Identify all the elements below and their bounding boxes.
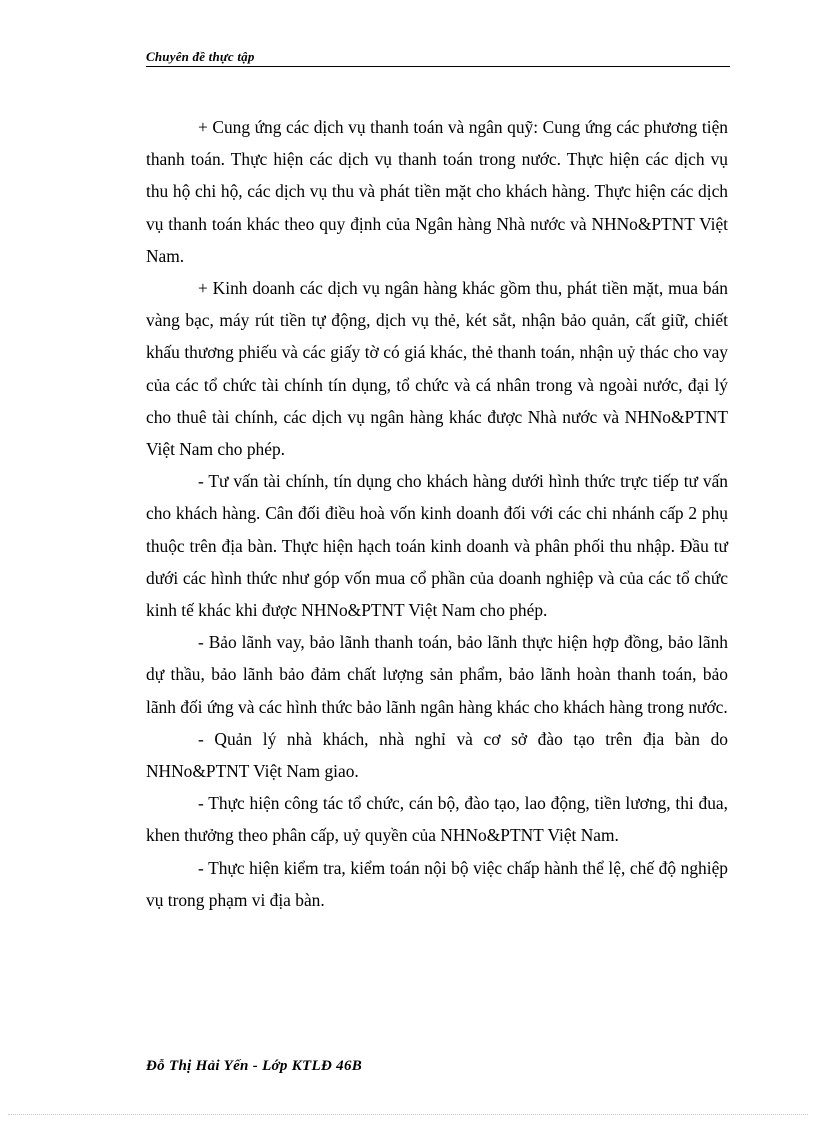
page-bottom-divider xyxy=(8,1114,808,1115)
paragraph-guarantees: - Bảo lãnh vay, bảo lãnh thanh toán, bảo lãnh thực hiện hợp đồng, bảo lãnh dự thầu, bảo lãnh bảo đảm chất lượng sản phẩm, bảo lãnh hoàn thanh toán, bảo lãnh đối ứng và các hình thức bảo lãnh ngân hàng khác cho khách hàng trong nước. xyxy=(146,632,728,717)
paragraph-financial-consulting: - Tư vấn tài chính, tín dụng cho khách hàng dưới hình thức trực tiếp tư vấn cho khách hàng. Cân đối điều hoà vốn kinh doanh đối với các chi nhánh cấp 2 phụ thuộc trên địa bàn. Thực hiện hạch toán kinh doanh và phân phối thu nhập. Đầu tư dưới các hình thức như góp vốn mua cổ phần của doanh nghiệp và của các tổ chức kinh tế khác khi được NHNo&PTNT Việt Nam cho phép. xyxy=(146,471,728,621)
paragraph-guesthouse-management: - Quản lý nhà khách, nhà nghỉ và cơ sở đào tạo trên địa bàn do NHNo&PTNT Việt Nam giao. xyxy=(146,728,728,782)
paragraph-other-banking-services: + Kinh doanh các dịch vụ ngân hàng khác gồm thu, phát tiền mặt, mua bán vàng bạc, máy rút tiền tự động, dịch vụ thẻ, két sắt, nhận bảo quản, cất giữ, chiết khấu thương phiếu và các giấy tờ có giá khác, thẻ thanh toán, nhận uỷ thác cho vay của các tổ chức tài chính tín dụng, tổ chức và cá nhân trong và ngoài nước, đại lý cho thuê tài chính, các dịch vụ ngân hàng khác được Nhà nước và NHNo&PTNT Việt Nam cho phép. xyxy=(146,278,728,460)
paragraph-personnel: - Thực hiện công tác tổ chức, cán bộ, đào tạo, lao động, tiền lương, thi đua, khen thưởng theo phân cấp, uỷ quyền của NHNo&PTNT Việt Nam. xyxy=(146,793,728,846)
header-title: Chuyên đề thực tập xyxy=(146,49,255,64)
page-footer-author: Đỗ Thị Hải Yến - Lớp KTLĐ 46B xyxy=(146,1058,363,1074)
document-body xyxy=(146,111,728,916)
paragraph-internal-audit: - Thực hiện kiểm tra, kiểm toán nội bộ việc chấp hành thể lệ, chế độ nghiệp vụ trong phạm vi địa bàn. xyxy=(146,857,728,910)
paragraph-payment-services: + Cung ứng các dịch vụ thanh toán và ngân quỹ: Cung ứng các phương tiện thanh toán. Thực hiện các dịch vụ thanh toán trong nước. Thực hiện các dịch vụ thu hộ chi hộ, các dịch vụ thu và phát tiền mặt cho khách hàng. Thực hiện các dịch vụ thanh toán khác theo quy định của Ngân hàng Nhà nước và NHNo&PTNT Việt Nam. xyxy=(146,117,728,266)
page-header xyxy=(146,46,730,67)
